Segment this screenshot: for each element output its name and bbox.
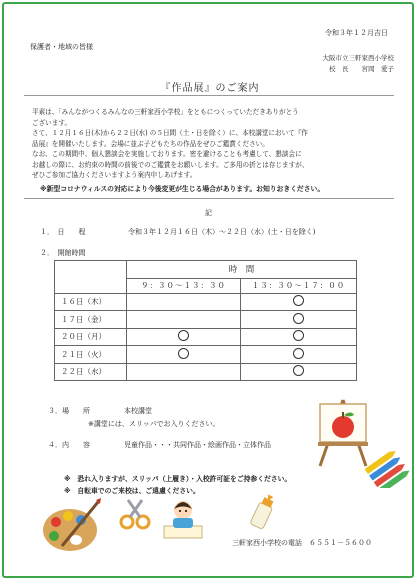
open-mark — [293, 295, 304, 306]
am-cell — [127, 311, 241, 329]
place-value: 本校講堂 — [124, 407, 152, 415]
title-rule — [24, 95, 394, 96]
am-cell — [127, 346, 241, 364]
open-mark — [293, 313, 304, 324]
date-value: 令和３年１２月１６日（木）～２２日（水）(土・日を除く) — [128, 228, 316, 236]
pm-header: １３：３０～１７：００ — [241, 278, 357, 293]
pm-cell — [241, 328, 357, 346]
date-label: １． 日 程 — [40, 228, 86, 236]
day-cell: １６日（木） — [55, 293, 127, 311]
body-line: さて、１２月１６日(木)から２２日(水) の５日間（土・日を除く）に、本校講堂において『作 — [32, 129, 309, 137]
open-mark — [293, 348, 304, 359]
recipient: 保護者・地域の皆様 — [30, 43, 93, 51]
body-line: ございます。 — [32, 118, 72, 127]
school-name: 大阪市立三軒家西小学校 — [322, 54, 394, 62]
footer-note-1: ※ 恐れ入りますが、スリッパ（上履き）・入校許可証をご持参ください。 — [64, 475, 292, 483]
page-title: 『作品展』のご案内 — [160, 83, 260, 94]
body-line: ぜひご参加ご協力くださいますよう案内申しあげます。 — [32, 171, 197, 179]
time-header: 時 間 — [127, 261, 357, 279]
place-label: ３．場 所 — [48, 407, 90, 415]
phone-number: 三軒家西小学校の電話 ６５５１－５６００ — [232, 539, 372, 547]
time-label: ２． 開館時間 — [40, 249, 86, 257]
pm-cell — [241, 293, 357, 311]
content-label: ４．内 容 — [48, 441, 90, 449]
scissors-icon — [118, 498, 152, 530]
section-rule — [24, 198, 394, 199]
child-drawing-icon — [160, 498, 206, 540]
footer-note-2: ※ 自転車でのご来校は、ご遠慮ください。 — [64, 487, 200, 495]
body-line: 平素は、「みんながつくるみんなの三軒家西小学校」をともにつくっていただきありがとう — [32, 108, 299, 116]
table-row — [55, 328, 357, 346]
am-header: ９：３０～１３：３０ — [127, 278, 241, 293]
table-row — [55, 311, 357, 329]
table-row — [55, 346, 357, 364]
day-cell: ２２日（水） — [55, 363, 127, 381]
body-line: なお、この期間中、個人懇談会を実施しております。密を避けることも考慮して、懇談会に — [32, 150, 302, 158]
pm-cell — [241, 311, 357, 329]
am-cell — [127, 328, 241, 346]
pm-cell — [241, 363, 357, 381]
table-row — [55, 363, 357, 381]
issue-date: 令和３年１２月吉日 — [325, 29, 388, 37]
paint-palette-icon — [40, 498, 102, 556]
pm-cell — [241, 346, 357, 364]
am-cell — [127, 293, 241, 311]
am-cell — [127, 363, 241, 381]
open-mark — [293, 365, 304, 376]
open-mark — [293, 330, 304, 341]
crayons-icon — [364, 448, 410, 488]
day-cell: ２０日（月） — [55, 328, 127, 346]
intro-paragraph — [32, 107, 394, 181]
body-line: お越しの際に、お約束の時間の前後でのご鑑賞をお願いします。ご多用の折とは存じますが、 — [32, 160, 309, 169]
open-mark — [178, 330, 189, 341]
covid-notice: ※新型コロナウィルスの対応により今後変更が生じる場合があります。お知りおきください。 — [40, 185, 325, 193]
corner-cell — [55, 278, 127, 293]
principal-name: 校 長 宮岡 愛子 — [329, 65, 394, 73]
body-line: 品展』を開催いたします。会場に並ぶ子どもたちの作品をぜひご鑑賞ください。 — [32, 139, 269, 148]
ki-label: 記 — [205, 209, 212, 217]
day-cell: ２１日（火） — [55, 346, 127, 364]
schedule-table — [54, 260, 357, 381]
day-cell: １７日（金） — [55, 311, 127, 329]
open-mark — [178, 348, 189, 359]
glue-icon — [248, 494, 278, 530]
place-note: ※講堂には、スリッパでお入りください。 — [88, 420, 220, 428]
table-row — [55, 293, 357, 311]
content-value: 児童作品・・・共同作品・絵画作品・立体作品 — [124, 441, 271, 449]
corner-cell — [55, 261, 127, 279]
